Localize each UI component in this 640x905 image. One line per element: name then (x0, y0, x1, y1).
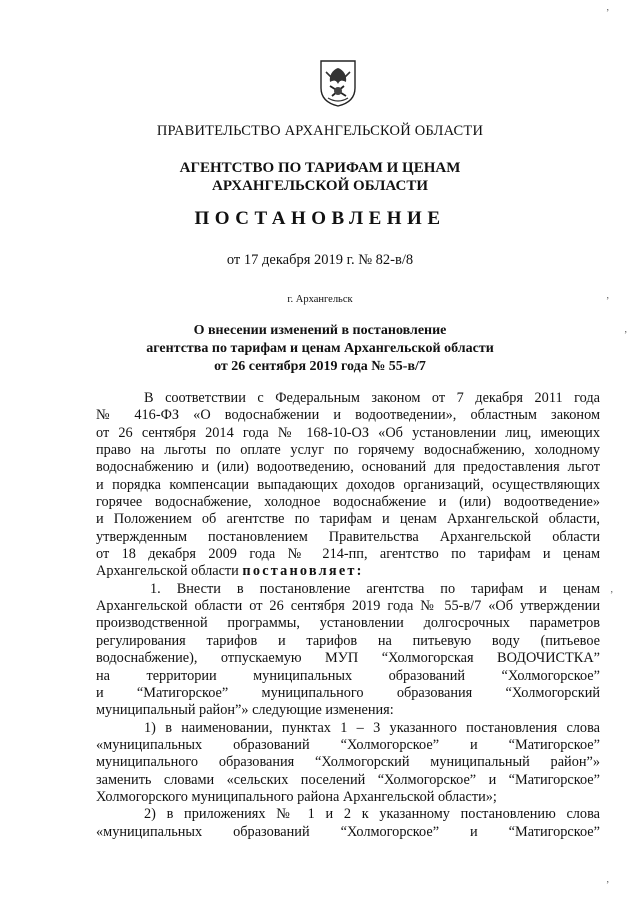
resolves-word: постановляет: (242, 563, 364, 580)
body-line: на территории муниципальных образований “Холмогорское” (96, 667, 600, 684)
body-line: от 18 декабря 2009 года № 214-пп, агентство по тарифам и ценам (96, 546, 600, 563)
body-line: водоснабжению и (или) водоотведению, оснований для предоставления льгот (96, 459, 600, 476)
body-line: Холмогорского муниципального района Архангельской области»; (96, 788, 497, 805)
body-line: муниципального образования “Холмогорский муниципальный район”» (96, 754, 600, 771)
scan-speck: ’ (606, 8, 610, 19)
body-line: от 26 сентября 2014 года № 168-10-ОЗ «Об установлении лиц, имеющих (96, 424, 600, 441)
document-date-number: от 17 декабря 2019 г. № 82-в/8 (226, 252, 414, 268)
body-line: муниципальный район”» следующие изменения: (96, 702, 394, 719)
body-line: «муниципальных образований “Холмогорское” и “Матигорское” (96, 736, 600, 753)
document-type: ПОСТАНОВЛЕНИЕ (194, 208, 446, 229)
body-line: 2) в приложениях № 1 и 2 к указанному постановлению слова (144, 806, 600, 823)
government-name: ПРАВИТЕЛЬСТВО АРХАНГЕЛЬСКОЙ ОБЛАСТИ (156, 123, 484, 139)
scan-speck: ’ (624, 330, 628, 341)
scan-speck: ’ (606, 296, 610, 307)
body-line: «муниципальных образований “Холмогорское” и “Матигорское” (96, 823, 600, 840)
body-line: право на льготы по оплате услуг по горячему водоснабжению, холодному (96, 442, 600, 459)
body-line: регулирования тарифов и тарифов на питьевую воду (питьевое (96, 632, 600, 649)
body-line: и порядка компенсации выпадающих доходов организаций, осуществляющих (96, 476, 600, 493)
body-line-resolves (96, 563, 600, 580)
body-line: производственной программы, установлении долгосрочных параметров (96, 615, 600, 632)
body-line: и “Матигорское” муниципального образования “Холмогорский (96, 684, 600, 701)
body-line: 1. Внести в постановление агентства по тарифам и ценам (150, 580, 600, 597)
body-line: утвержденным постановлением Правительства Архангельской области (96, 528, 600, 545)
body-line: Архангельской области от 26 сентября 2019 года № 55-в/7 «Об утверждении (96, 598, 600, 615)
agency-name-line-1: АГЕНТСТВО ПО ТАРИФАМ И ЦЕНАМ (179, 160, 461, 176)
body-line: и Положением об агентстве по тарифам и ценам Архангельской области, (96, 511, 600, 528)
subject-line-1: О внесении изменений в постановление (193, 323, 447, 338)
agency-name-line-2: АРХАНГЕЛЬСКОЙ ОБЛАСТИ (212, 178, 428, 194)
body-line: заменить словами «сельских поселений “Холмогорское” и “Матигорское” (96, 771, 600, 788)
subject-line-3: от 26 сентября 2019 года № 55-в/7 (214, 359, 426, 374)
body-line: водоснабжение), отпускаемую МУП “Холмогорская ВОДОЧИСТКА” (96, 650, 600, 667)
body-line: № 416-ФЗ «О водоснабжении и водоотведении», областным законом (96, 407, 600, 424)
body-line: В соответствии с Федеральным законом от 7 декабря 2011 года (144, 390, 600, 406)
document-city: г. Архангельск (287, 294, 353, 305)
body-line: Архангельской области (96, 563, 239, 580)
body-line: горячее водоснабжение, холодное водоснабжение и (или) водоотведение» (96, 494, 600, 511)
body-line: 1) в наименовании, пунктах 1 – 3 указанного постановления слова (144, 719, 600, 736)
subject-line-2: агентства по тарифам и ценам Архангельской области (146, 341, 494, 356)
coat-of-arms-emblem (318, 58, 358, 108)
scan-speck: ’ (606, 880, 610, 891)
scan-speck: ’ (610, 590, 614, 601)
document-body (96, 390, 600, 841)
